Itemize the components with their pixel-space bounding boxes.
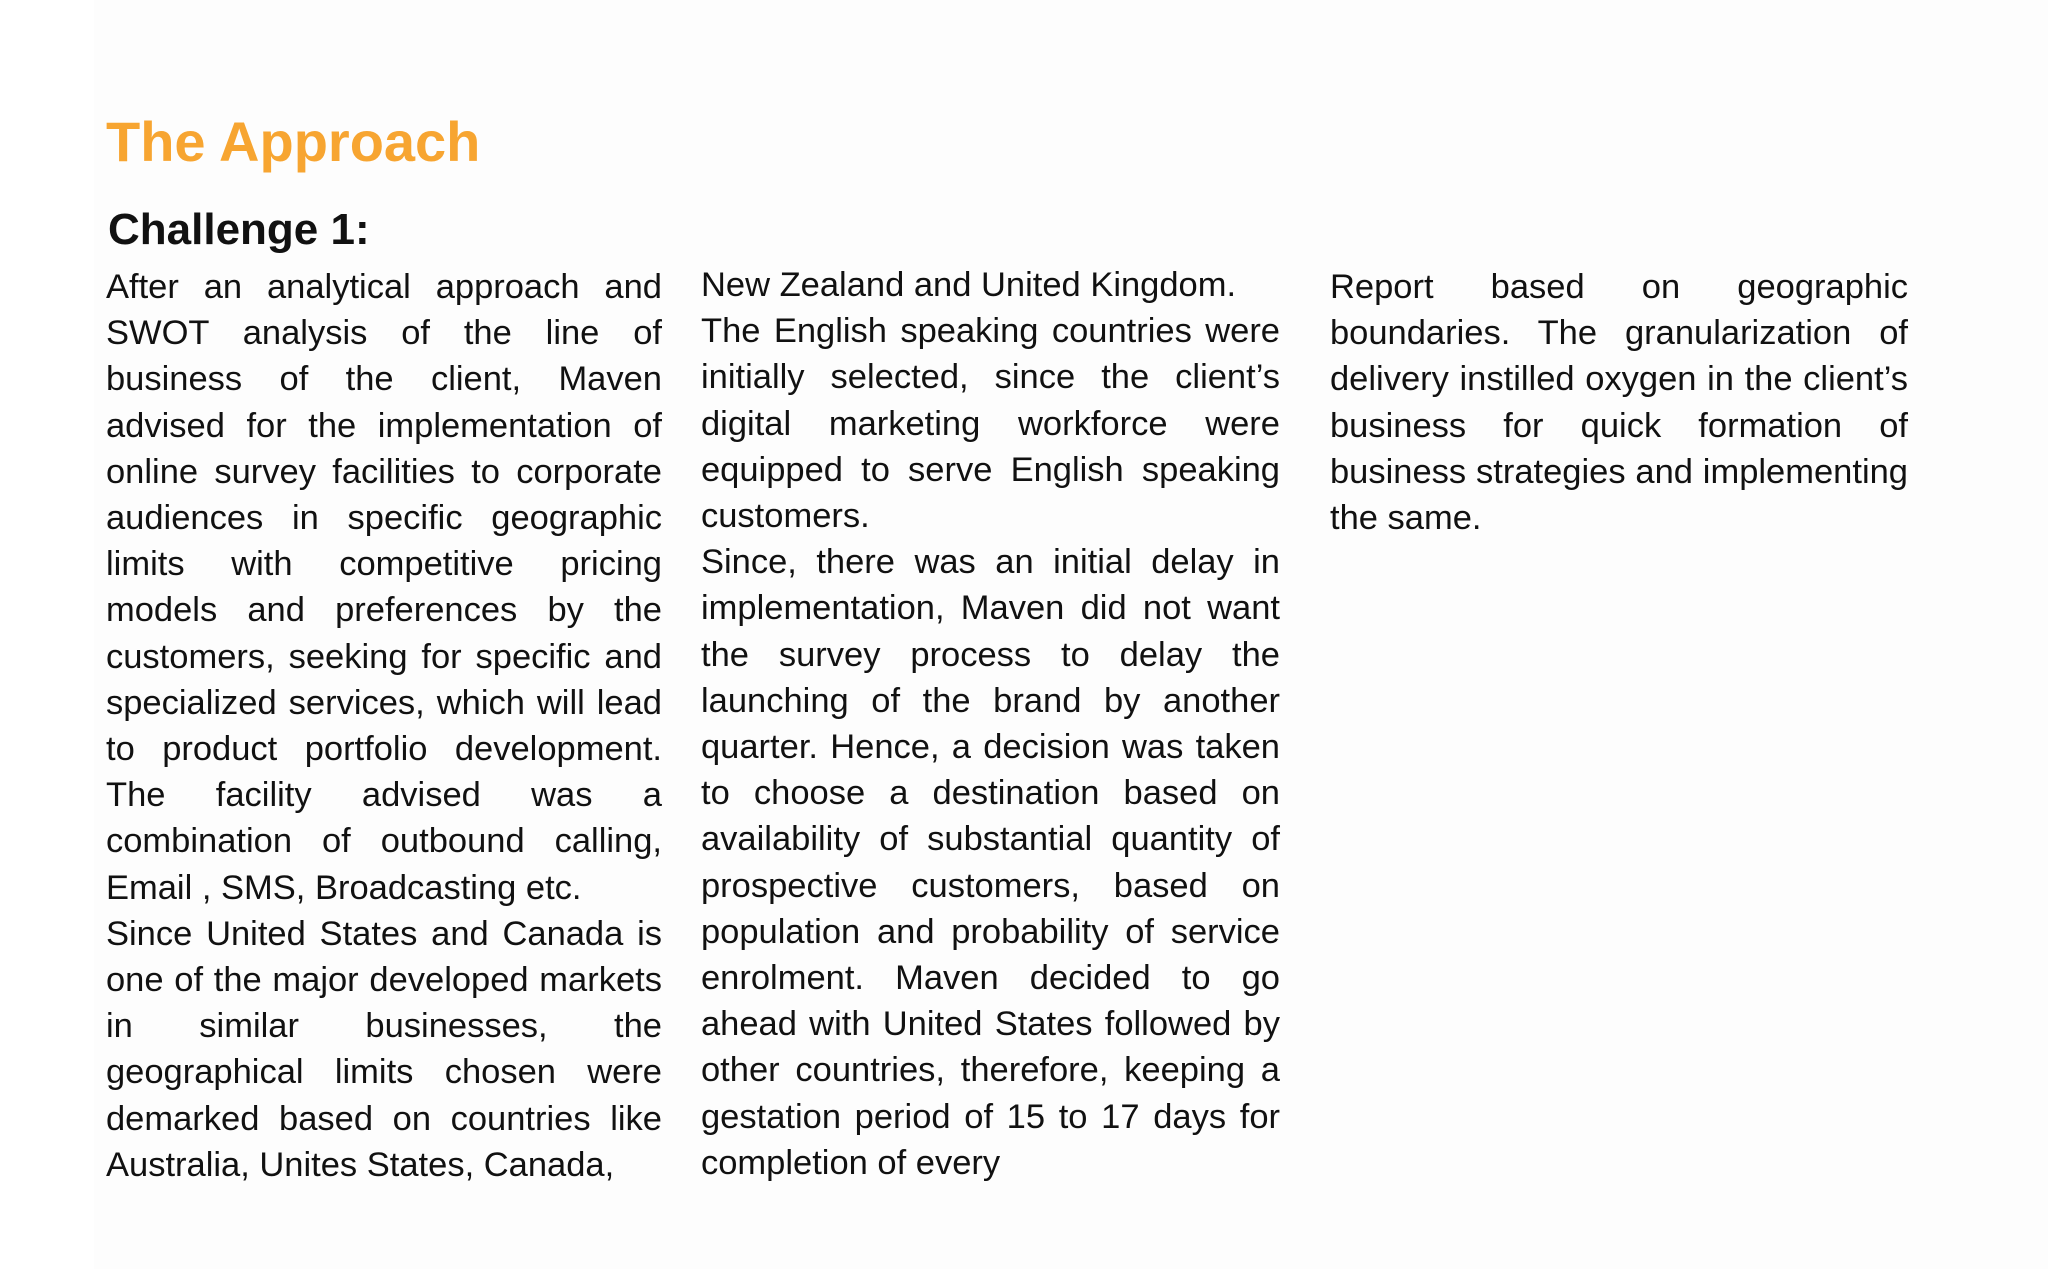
text-column-1 [106,264,662,1188]
slide-subtitle: Challenge 1: [108,205,370,254]
column-2-paragraph-3: Since, there was an initial delay in implementation, Maven did not want the survey process to delay the launching of the brand by another quarter. Hence, a decision was taken to choose a destination based on availability of substantial quantity of prospective customers, based on population and probability of service enrolment. Maven decided to go ahead with United States followed by other countries, therefore, keeping a gestation period of 15 to 17 days for completion of every [701,543,1280,1182]
column-1-paragraph-1: After an analytical approach and SWOT analysis of the line of business of the client, Maven advised for the implementation of online survey facilities to corporate audiences in specific geographic limits with competitive pricing models and preferences by the customers, seeking for specific and specialized services, which will lead to product portfolio development. The facility advised was a combination of outbound calling, Email , SMS, Broadcasting etc. [106,268,662,907]
column-3-paragraph-1: Report based on geographic boundaries. The granularization of delivery instilled oxygen in the client’s business for quick formation of business strategies and implementing the same. [1330,268,1908,538]
column-1-paragraph-2: Since United States and Canada is one of the major developed markets in similar businesses, the geographical limits chosen were demarked based on countries like Australia, Unites States, Canada, [106,914,662,1184]
column-2-paragraph-1: New Zealand and United Kingdom. [701,266,1237,304]
slide-title: The Approach [106,110,481,173]
column-2-paragraph-2: The English speaking countries were initially selected, since the client’s digital marketing workforce were equipped to serve English speaking customers. [701,312,1280,536]
text-column-3 [1330,264,1908,541]
text-column-2 [701,262,1280,1186]
